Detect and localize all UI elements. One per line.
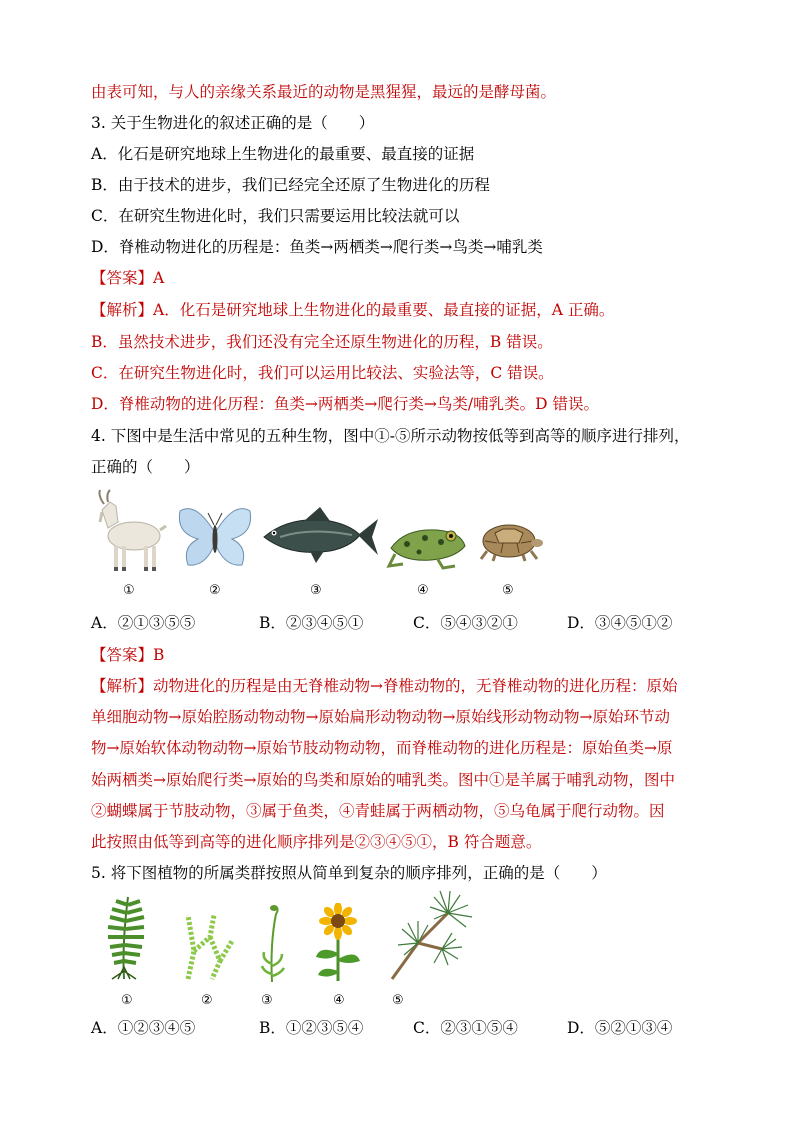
q4-figure-label-1: ① [123,583,135,598]
q5-option-a: A．①②③④⑤ [91,1019,196,1037]
q5-figure-label-3: ③ [261,993,273,1008]
q3-analysis-b: B．虽然技术进步，我们还没有完全还原生物进化的历程，B 错误。 [91,333,553,351]
analysis-tag: 【解析】 [91,677,154,695]
q4-option-a: A．②①③⑤⑤ [91,614,196,632]
q4-stem-line2: 正确的（ ） [91,458,200,476]
q5-figure-label-2: ② [201,993,213,1008]
prev-analysis-line: 由表可知，与人的亲缘关系最近的动物是黑猩猩，最远的是酵母菌。 [91,83,557,101]
fish-image [260,505,380,567]
frog-image [385,518,469,570]
algae-image [180,911,236,981]
q4-option-d: D．③④⑤①② [567,614,673,632]
goat-image [90,488,168,576]
q4-figure-label-5: ⑤ [502,583,514,598]
answer-tag: 【答案】 [91,646,154,664]
q3-analysis-d: D．脊椎动物的进化历程：鱼类→两栖类→爬行类→鸟类/哺乳类。D 错误。 [91,395,599,413]
sunflower-image [312,903,364,983]
q4-answer [91,645,164,665]
q5-stem: 5. 将下图植物的所属类群按照从简单到复杂的顺序排列，正确的是（ ） [91,864,607,882]
analysis-tag: 【解析】 [91,301,154,319]
q4-analysis-1 [91,676,678,696]
analysis-text: A．化石是研究地球上生物进化的最重要、最直接的证据，A 正确。 [153,301,615,319]
moss-image [258,904,288,984]
answer-value: B [153,646,165,664]
q5-figure-label-1: ① [121,993,133,1008]
q5-option-d: D．⑤②①③④ [567,1019,673,1037]
q3-stem: 3. 关于生物进化的叙述正确的是（ ） [91,114,375,132]
q4-option-b: B．②③④⑤① [259,614,364,632]
turtle-image [473,519,545,565]
q5-figure-label-5: ⑤ [392,993,404,1008]
q4-figure-label-4: ④ [417,583,429,598]
q3-option-b: B．由于技术的进步，我们已经完全还原了生物进化的历程 [91,176,490,194]
q4-figure-label-2: ② [209,583,221,598]
pine-image [378,889,474,981]
q4-analysis-5: ②蝴蝶属于节肢动物，③属于鱼类，④青蛙属于两栖动物，⑤乌龟属于爬行动物。因 [91,802,665,820]
q3-option-d: D．脊椎动物进化的历程是：鱼类→两栖类→爬行类→鸟类→哺乳类 [91,238,543,256]
q4-analysis-4: 始两栖类→原始爬行类→原始的鸟类和原始的哺乳类。图中①是羊属于哺乳动物，图中 [91,771,675,789]
q5-option-b: B．①②③⑤④ [259,1019,364,1037]
fern-image [104,893,150,983]
q4-stem-line1: 4. 下图中是生活中常见的五种生物，图中①-⑤所示动物按低等到高等的顺序进行排列， [91,427,690,445]
q3-analysis-a [91,300,614,320]
butterfly-image [176,503,254,571]
q5-option-c: C．②③①⑤④ [413,1019,518,1037]
q3-analysis-c: C．在研究生物进化时，我们可以运用比较法、实验法等，C 错误。 [91,364,554,382]
q4-option-c: C．⑤④③②① [413,614,518,632]
q5-figure-label-4: ④ [333,993,345,1008]
q3-answer [91,268,164,288]
answer-tag: 【答案】 [91,269,154,287]
q3-option-c: C．在研究生物进化时，我们只需要运用比较法就可以 [91,207,460,225]
q4-analysis-6: 此按照由低等到高等的进化顺序排列是②③④⑤①，B 符合题意。 [91,833,542,851]
answer-value: A [153,269,165,287]
q4-analysis-2: 单细胞动物→原始腔肠动物动物→原始扁形动物动物→原始线形动物动物→原始环节动 [91,708,670,726]
analysis-text: 动物进化的历程是由无脊椎动物→脊椎动物的，无脊椎动物的进化历程：原始 [153,677,678,695]
q3-option-a: A．化石是研究地球上生物进化的最重要、最直接的证据 [91,145,475,163]
q4-figure-label-3: ③ [310,583,322,598]
q4-analysis-3: 物→原始软体动物动物→原始节肢动物动物，而脊椎动物的进化历程是：原始鱼类→原 [91,739,673,757]
